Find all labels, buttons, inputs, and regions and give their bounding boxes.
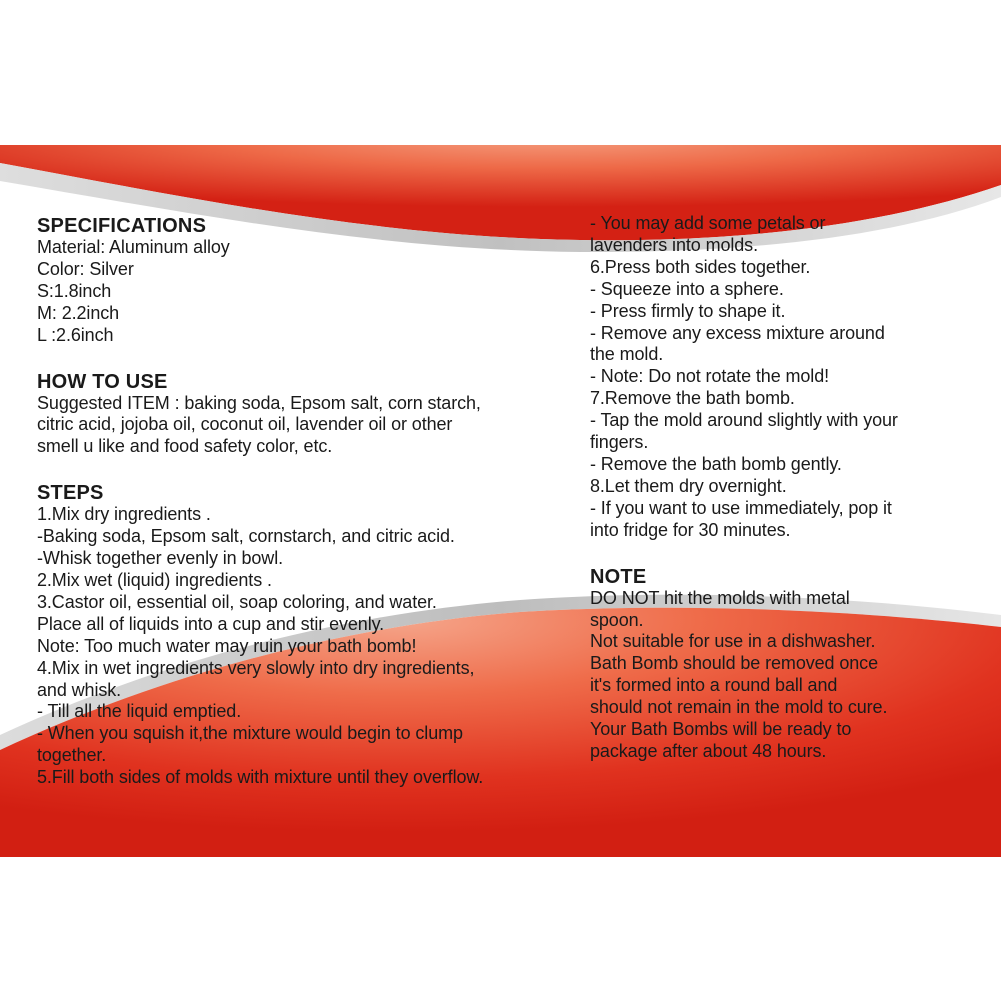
instruction-card — [0, 145, 1001, 857]
spec-line: L :2.6inch — [37, 324, 114, 345]
how-to-use-text — [37, 393, 557, 459]
note-line: it's formed into a round ball and — [590, 675, 838, 696]
note-line: should not remain in the mold to cure. — [590, 697, 888, 718]
step-line: - Remove the bath bomb gently. — [590, 453, 842, 474]
step-line: lavenders into molds. — [590, 234, 758, 255]
specifications-heading: SPECIFICATIONS — [37, 215, 207, 237]
step-line: - Remove any excess mixture around — [590, 322, 885, 343]
how-to-use-line: smell u like and food safety color, etc. — [37, 436, 333, 457]
step-line: 3.Castor oil, essential oil, soap coloring, and water. — [37, 591, 437, 612]
step-line: - Squeeze into a sphere. — [590, 278, 784, 299]
step-line: - When you squish it,the mixture would begin to clump — [37, 723, 463, 744]
steps-list — [37, 504, 557, 789]
specifications-list — [37, 237, 557, 347]
step-line: - You may add some petals or — [590, 213, 826, 233]
step-line: 6.Press both sides together. — [590, 256, 811, 277]
step-line: - Till all the liquid emptied. — [37, 701, 242, 722]
note-heading: NOTE — [590, 565, 647, 588]
step-line: Place all of liquids into a cup and stir evenly. — [37, 613, 385, 634]
right-column — [590, 215, 990, 763]
step-line: Note: Too much water may ruin your bath bomb! — [37, 635, 417, 656]
step-line: 7.Remove the bath bomb. — [590, 388, 795, 409]
step-line: 2.Mix wet (liquid) ingredients . — [37, 569, 272, 590]
step-line: and whisk. — [37, 679, 122, 700]
step-line: - Press firmly to shape it. — [590, 300, 786, 321]
how-to-use-line: Suggested ITEM : baking soda, Epsom salt, corn starch, — [37, 392, 481, 413]
step-line: 8.Let them dry overnight. — [590, 475, 787, 496]
steps-continued-list — [590, 213, 990, 542]
step-line: -Baking soda, Epsom salt, cornstarch, and citric acid. — [37, 526, 455, 547]
note-line: Bath Bomb should be removed once — [590, 653, 878, 674]
spec-line: M: 2.2inch — [37, 302, 120, 323]
step-line: together. — [37, 745, 107, 766]
note-line: spoon. — [590, 609, 644, 630]
step-line: 5.Fill both sides of molds with mixture until they overflow. — [37, 767, 484, 788]
left-column — [37, 215, 557, 789]
step-line: the mold. — [590, 344, 664, 365]
how-to-use-heading: HOW TO USE — [37, 370, 168, 393]
note-text — [590, 588, 990, 763]
step-line: 1.Mix dry ingredients . — [37, 504, 211, 525]
note-line: DO NOT hit the molds with metal — [590, 587, 850, 608]
step-line: - Tap the mold around slightly with your — [590, 410, 898, 431]
step-line: - If you want to use immediately, pop it — [590, 497, 892, 518]
note-line: package after about 48 hours. — [590, 740, 827, 761]
note-line: Your Bath Bombs will be ready to — [590, 719, 852, 740]
step-line: - Note: Do not rotate the mold! — [590, 366, 830, 387]
spec-line: S:1.8inch — [37, 280, 112, 301]
spec-line: Material: Aluminum alloy — [37, 237, 230, 257]
note-line: Not suitable for use in a dishwasher. — [590, 631, 876, 652]
how-to-use-line: citric acid, jojoba oil, coconut oil, lavender oil or other — [37, 414, 453, 435]
step-line: 4.Mix in wet ingredients very slowly into dry ingredients, — [37, 657, 475, 678]
step-line: -Whisk together evenly in bowl. — [37, 548, 284, 569]
step-line: fingers. — [590, 432, 649, 453]
step-line: into fridge for 30 minutes. — [590, 519, 791, 540]
spec-line: Color: Silver — [37, 258, 134, 279]
steps-heading: STEPS — [37, 482, 104, 505]
